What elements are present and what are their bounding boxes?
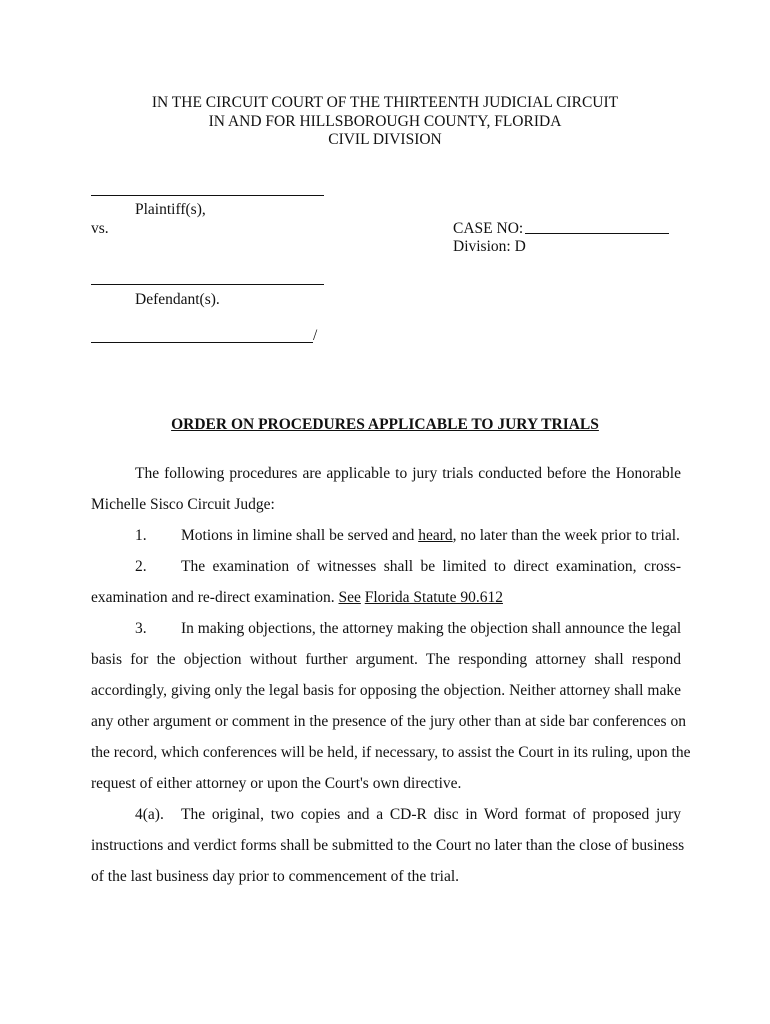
item-1-text	[181, 527, 680, 545]
intro-line-1: The following procedures are applicable to jury trials conducted before the Honorable	[135, 465, 681, 482]
item-3-line-6: request of either attorney or upon the Court's own directive.	[91, 775, 462, 792]
item-4a-line-2: instructions and verdict forms shall be submitted to the Court no later than the close of business	[91, 837, 685, 854]
court-header-line-1: IN THE CIRCUIT COURT OF THE THIRTEENTH JUDICIAL CIRCUIT	[151, 94, 619, 111]
case-no-label: CASE NO:	[453, 220, 524, 237]
caption-closing-line	[91, 342, 313, 343]
plaintiff-label: Plaintiff(s),	[135, 201, 206, 218]
item-1-number: 1.	[135, 527, 147, 544]
court-header-line-3: CIVIL DIVISION	[328, 131, 442, 148]
item-3-line-2: basis for the objection without further argument. The responding attorney shall respond	[91, 651, 681, 668]
item-4a-line-1: The original, two copies and a CD-R disc in Word format of proposed jury	[181, 806, 681, 823]
intro-line-2: Michelle Sisco Circuit Judge:	[91, 496, 275, 513]
item-1-text-before: Motions in limine shall be served and	[181, 527, 415, 544]
case-no-blank	[525, 233, 669, 234]
item-3-line-1: In making objections, the attorney making the objection shall announce the legal	[181, 620, 682, 637]
item-2-see: See	[338, 589, 361, 606]
item-2-line-2-text: examination and re-direct examination.	[91, 589, 335, 606]
item-3-line-5: the record, which conferences will be held, if necessary, to assist the Court in its ruling, upon the	[91, 744, 691, 761]
defendant-name-blank	[91, 284, 324, 285]
item-1-underlined-heard: heard	[418, 527, 453, 544]
caption-slash: /	[313, 327, 318, 344]
item-1-text-after: , no later than the week prior to trial.	[452, 527, 680, 544]
court-header-line-2: IN AND FOR HILLSBOROUGH COUNTY, FLORIDA	[208, 113, 562, 130]
division-label: Division: D	[453, 238, 526, 255]
item-3-number: 3.	[135, 620, 147, 637]
item-4a-line-3: of the last business day prior to commencement of the trial.	[91, 868, 460, 885]
item-3-line-3: accordingly, giving only the legal basis for opposing the objection. Neither attorney shall make	[91, 682, 681, 699]
item-4a-number: 4(a).	[135, 806, 164, 823]
item-2-number: 2.	[135, 558, 147, 575]
item-2-line-1: The examination of witnesses shall be limited to direct examination, cross-	[181, 558, 681, 575]
plaintiff-name-blank	[91, 195, 324, 196]
order-title: ORDER ON PROCEDURES APPLICABLE TO JURY TRIALS	[171, 416, 599, 433]
defendant-label: Defendant(s).	[135, 291, 220, 308]
item-3-line-4: any other argument or comment in the presence of the jury other than at side bar conferences on	[91, 713, 686, 730]
item-2-statute: Florida Statute 90.612	[364, 589, 503, 606]
item-2-line-2	[91, 589, 681, 607]
vs-label: vs.	[91, 220, 109, 237]
